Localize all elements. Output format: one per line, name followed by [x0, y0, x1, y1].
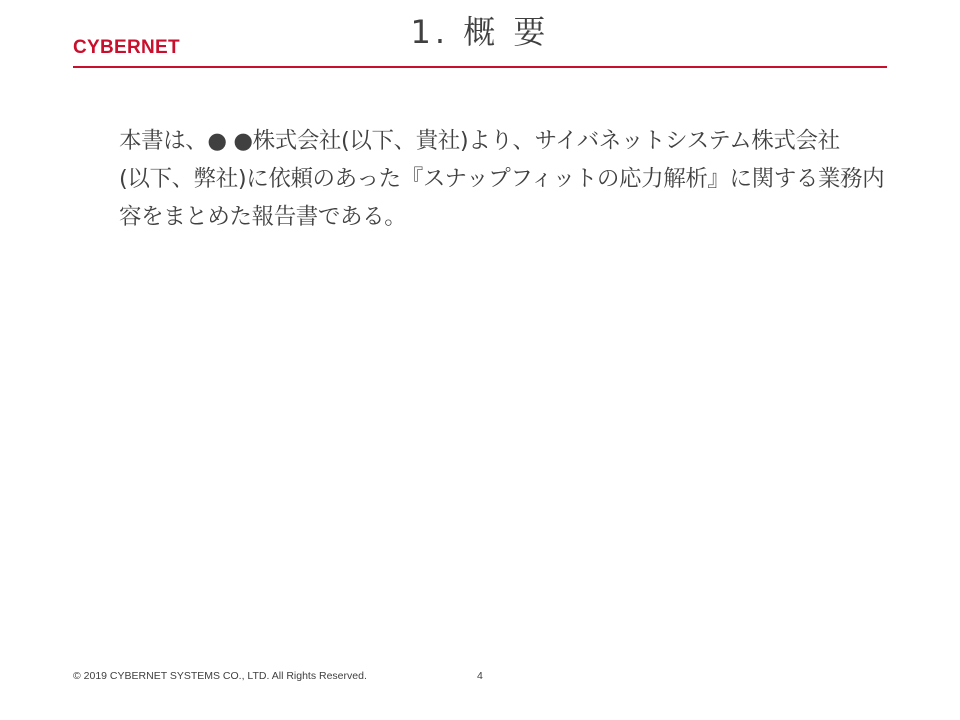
- header-divider: [73, 66, 887, 68]
- body-line-1: 本書は、● ●株式会社(以下、貴社)より、サイバネットシステム株式会社: [119, 128, 840, 154]
- body-line-3: 容をまとめた報告書である。: [119, 204, 407, 230]
- page-title: 1. 概 要: [410, 13, 550, 51]
- company-logo: CYBERNET: [73, 37, 180, 58]
- page-number: 4: [477, 670, 483, 682]
- body-paragraph: [119, 122, 909, 236]
- copyright-notice: © 2019 CYBERNET SYSTEMS CO., LTD. All Rights Reserved.: [73, 670, 367, 682]
- body-line-2: (以下、弊社)に依頼のあった『スナップフィットの応力解析』に関する業務内: [119, 166, 885, 192]
